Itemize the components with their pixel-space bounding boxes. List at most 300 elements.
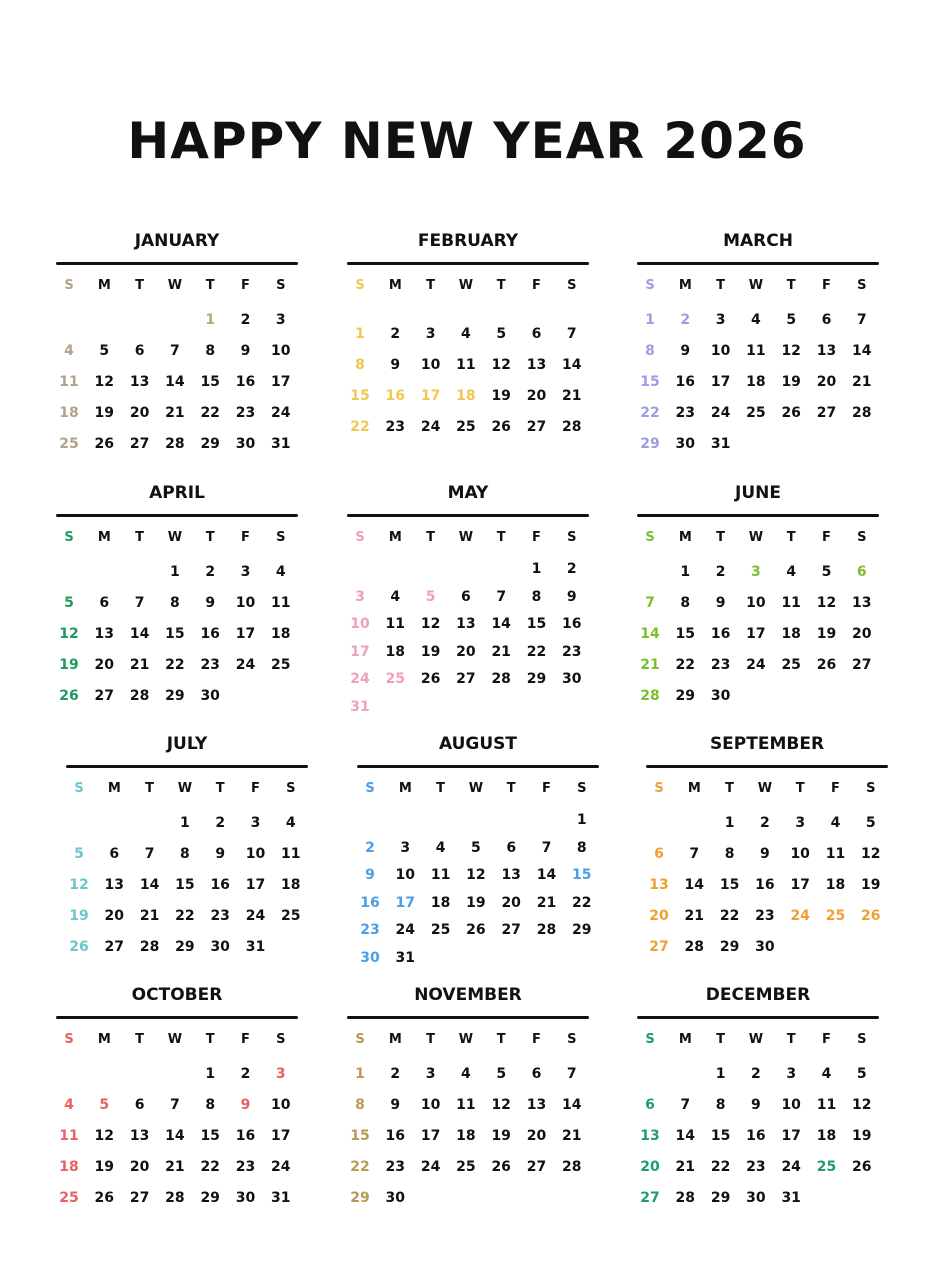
weekday-header: W [177,781,193,796]
day-cell: 28 [165,1190,185,1206]
day-cell: 5 [99,1097,110,1113]
weekday-header: T [795,781,805,796]
day-cell: 8 [355,1097,365,1113]
weekday-header: T [426,1032,436,1047]
day-cell: 15 [165,626,185,642]
weekday-header: W [167,1032,183,1047]
day-cell: 15 [710,1128,731,1144]
weekday-header: F [822,278,831,293]
day-cell: 26 [466,922,486,938]
day-cell: 27 [649,939,669,955]
day-cell: 11 [746,343,766,359]
day-cell: 21 [562,388,582,404]
weekday-header: T [506,781,516,796]
day-cell: 15 [675,626,696,642]
weekday-header: F [532,530,541,545]
day-cell: 18 [59,1159,79,1175]
day-cell: 10 [710,343,731,359]
weekday-header: T [725,781,735,796]
weekday-header: W [468,781,484,796]
day-cell: 19 [491,388,511,404]
page-title: HAPPY NEW YEAR 2026 [127,112,807,170]
day-cell: 9 [240,1097,251,1113]
day-cell: 21 [165,405,185,421]
day-cell: 3 [400,839,411,856]
day-cell: 11 [59,374,79,390]
weekday-header: S [567,278,577,293]
day-cell: 13 [649,877,669,893]
weekday-header: S [654,781,664,796]
day-cell: 27 [456,671,476,687]
day-cell: 30 [746,1190,766,1206]
month-name: MARCH [723,231,793,251]
day-cell: 4 [64,1097,74,1113]
day-cell: 29 [710,1190,731,1206]
day-cell: 9 [390,1097,401,1113]
day-cell: 26 [94,436,115,452]
day-cell: 13 [816,343,837,359]
day-cell: 10 [271,1097,291,1113]
day-cell: 29 [200,436,220,452]
day-cell: 24 [420,419,441,435]
weekday-header: S [645,1032,655,1047]
weekday-header: M [678,1032,692,1047]
day-cell: 24 [350,671,370,687]
weekday-header: F [532,278,541,293]
day-cell: 23 [675,405,696,421]
month-name: FEBRUARY [417,231,519,251]
day-cell: 16 [675,374,696,390]
day-cell: 2 [240,1066,251,1082]
day-cell: 22 [526,643,547,660]
day-cell: 28 [562,1159,582,1175]
day-cell: 6 [134,1097,145,1113]
day-cell: 29 [165,688,185,704]
day-cell: 8 [724,846,735,862]
month-divider [637,1016,879,1019]
day-cell: 17 [420,1128,441,1144]
day-cell: 22 [640,405,660,421]
month-divider [66,765,308,768]
weekday-header: W [167,278,183,293]
day-cell: 8 [576,839,587,856]
weekday-header: S [64,530,74,545]
day-cell: 26 [861,908,881,924]
day-cell: 7 [134,595,145,611]
day-cell: 28 [536,922,557,938]
day-cell: 7 [645,595,655,611]
month-divider [347,1016,589,1019]
day-cell: 23 [755,908,775,924]
day-cell: 8 [680,595,691,611]
month-january [56,231,298,471]
day-cell: 27 [129,436,150,452]
day-cell: 4 [275,564,286,580]
day-cell: 13 [501,867,521,883]
day-cell: 2 [205,564,216,580]
day-cell: 20 [456,643,476,660]
day-cell: 5 [821,564,832,580]
day-cell: 16 [562,616,582,632]
day-cell: 17 [790,877,810,893]
day-cell: 3 [275,1066,286,1082]
weekday-header: F [241,530,250,545]
day-cell: 26 [420,671,441,687]
day-cell: 27 [94,688,115,704]
day-cell: 5 [496,326,507,342]
day-cell: 20 [526,1128,547,1144]
day-cell: 26 [69,939,89,955]
day-cell: 4 [821,1066,832,1082]
day-cell: 30 [755,939,775,955]
day-cell: 1 [576,812,587,828]
weekday-header: M [678,530,692,545]
day-cell: 25 [746,405,766,421]
day-cell: 8 [180,846,190,862]
day-cell: 9 [760,846,770,862]
day-cell: 26 [491,419,511,435]
day-cell: 28 [562,419,582,435]
day-cell: 22 [200,1159,220,1175]
day-cell: 17 [781,1128,801,1144]
day-cell: 22 [350,1159,370,1175]
weekday-header: T [496,1032,506,1047]
weekday-header: W [458,530,474,545]
day-cell: 22 [710,1159,731,1175]
day-cell: 30 [235,436,256,452]
day-cell: 10 [271,343,291,359]
day-cell: 7 [496,588,507,605]
month-divider [646,765,888,768]
day-cell: 26 [491,1159,511,1175]
day-cell: 1 [205,312,216,328]
day-cell: 17 [235,626,256,642]
day-cell: 10 [790,846,810,862]
day-cell: 11 [456,1097,476,1113]
day-cell: 12 [466,867,486,883]
weekday-header: T [716,1032,726,1047]
day-cell: 30 [710,688,731,704]
month-divider [637,514,879,517]
day-cell: 6 [461,588,471,605]
day-cell: 16 [200,626,220,642]
day-cell: 3 [355,588,365,605]
month-name: APRIL [149,483,205,503]
day-cell: 9 [365,867,375,883]
month-august [357,734,599,974]
day-cell: 9 [215,846,226,862]
day-cell: 8 [170,595,180,611]
weekday-header: S [276,278,286,293]
day-cell: 19 [94,405,115,421]
day-cell: 20 [649,908,669,924]
day-cell: 17 [271,1128,291,1144]
day-cell: 23 [710,657,731,673]
day-cell: 14 [675,1128,696,1144]
day-cell: 31 [710,436,731,452]
day-cell: 24 [271,405,291,421]
day-cell: 23 [385,1159,406,1175]
day-cell: 2 [240,312,251,328]
day-cell: 25 [59,1190,79,1206]
day-cell: 13 [526,1097,547,1113]
day-cell: 13 [104,877,125,893]
day-cell: 28 [491,671,511,687]
day-cell: 21 [852,374,872,390]
weekday-header: T [496,530,506,545]
day-cell: 12 [816,595,837,611]
day-cell: 18 [746,374,766,390]
day-cell: 25 [271,657,291,673]
day-cell: 1 [531,561,542,577]
day-cell: 16 [360,894,380,911]
day-cell: 13 [640,1128,660,1144]
day-cell: 21 [129,657,150,673]
day-cell: 24 [420,1159,441,1175]
day-cell: 20 [129,1159,150,1175]
day-cell: 15 [200,374,220,390]
day-cell: 2 [715,564,726,580]
day-cell: 11 [825,846,846,862]
day-cell: 1 [680,564,691,580]
weekday-header: F [251,781,260,796]
month-name: OCTOBER [131,985,223,1005]
day-cell: 23 [746,1159,766,1175]
weekday-header: S [365,781,375,796]
day-cell: 1 [355,326,365,342]
day-cell: 29 [350,1190,370,1206]
day-cell: 16 [746,1128,766,1144]
day-cell: 31 [395,949,416,966]
day-cell: 20 [501,894,521,911]
month-name: MAY [447,483,489,503]
day-cell: 19 [816,626,837,642]
day-cell: 2 [751,1066,761,1082]
day-cell: 3 [795,815,806,831]
month-divider [637,262,879,265]
day-cell: 5 [496,1066,507,1082]
day-cell: 30 [675,436,696,452]
month-divider [56,262,298,265]
day-cell: 6 [856,564,867,580]
day-cell: 16 [210,877,230,893]
day-cell: 15 [200,1128,220,1144]
weekday-header: S [645,530,655,545]
day-cell: 22 [175,908,195,924]
day-cell: 14 [165,1128,185,1144]
weekday-header: M [97,1032,111,1047]
day-cell: 1 [724,815,735,831]
day-cell: 5 [471,839,481,856]
day-cell: 3 [425,326,436,342]
month-october [56,985,298,1225]
weekday-header: T [205,1032,215,1047]
day-cell: 8 [645,343,655,359]
day-cell: 5 [786,312,797,328]
day-cell: 21 [491,643,511,660]
day-cell: 13 [94,626,115,642]
weekday-header: S [645,278,655,293]
day-cell: 16 [385,1128,406,1144]
day-cell: 6 [134,343,145,359]
day-cell: 19 [466,894,486,911]
day-cell: 27 [640,1190,660,1206]
weekday-header: W [748,1032,764,1047]
day-cell: 8 [205,1097,216,1113]
day-cell: 4 [461,1066,471,1082]
day-cell: 18 [59,405,79,421]
day-cell: 15 [572,867,592,883]
day-cell: 5 [64,595,74,611]
day-cell: 24 [395,922,416,938]
weekday-header: T [145,781,155,796]
weekday-header: F [542,781,551,796]
day-cell: 3 [240,564,251,580]
month-name: NOVEMBER [414,985,522,1005]
day-cell: 3 [275,312,286,328]
day-cell: 6 [99,595,110,611]
weekday-header: S [355,530,365,545]
weekday-header: T [135,1032,145,1047]
day-cell: 1 [180,815,190,831]
month-april [56,483,298,723]
day-cell: 29 [572,922,592,938]
day-cell: 8 [715,1097,726,1113]
day-cell: 4 [435,839,446,856]
month-name: JUNE [735,483,781,503]
weekday-header: M [687,781,701,796]
day-cell: 10 [245,846,266,862]
day-cell: 10 [395,867,416,883]
day-cell: 7 [566,326,577,342]
day-cell: 5 [425,588,436,605]
day-cell: 28 [165,436,185,452]
weekday-header: S [857,530,867,545]
day-cell: 9 [205,595,216,611]
day-cell: 13 [456,616,476,632]
day-cell: 1 [170,564,180,580]
day-cell: 1 [355,1066,365,1082]
day-cell: 15 [526,616,547,632]
day-cell: 20 [129,405,150,421]
day-cell: 9 [240,343,251,359]
day-cell: 30 [562,671,582,687]
day-cell: 23 [562,643,582,660]
day-cell: 17 [271,374,291,390]
day-cell: 14 [684,877,705,893]
day-cell: 4 [830,815,841,831]
day-cell: 20 [104,908,125,924]
weekday-header: M [97,278,111,293]
day-cell: 22 [165,657,185,673]
day-cell: 17 [420,388,441,404]
day-cell: 26 [94,1190,115,1206]
day-cell: 18 [825,877,846,893]
day-cell: 16 [755,877,775,893]
day-cell: 7 [170,1097,180,1113]
day-cell: 1 [645,312,655,328]
day-cell: 6 [506,839,517,856]
weekday-header: T [786,530,796,545]
month-name: JANUARY [134,231,220,251]
day-cell: 15 [175,877,195,893]
weekday-header: T [786,278,796,293]
day-cell: 22 [200,405,220,421]
day-cell: 24 [245,908,266,924]
day-cell: 1 [205,1066,216,1082]
day-cell: 4 [461,326,471,342]
day-cell: 3 [786,1066,797,1082]
day-cell: 16 [385,388,406,404]
day-cell: 19 [69,908,89,924]
day-cell: 25 [781,657,801,673]
weekday-header: M [388,530,402,545]
day-cell: 19 [781,374,801,390]
weekday-header: S [286,781,296,796]
day-cell: 15 [719,877,740,893]
day-cell: 12 [69,877,89,893]
weekday-header: W [748,530,764,545]
day-cell: 18 [281,877,301,893]
month-divider [347,514,589,517]
day-cell: 2 [390,326,401,342]
day-cell: 20 [640,1159,660,1175]
day-cell: 21 [562,1128,582,1144]
day-cell: 5 [856,1066,867,1082]
day-cell: 17 [395,894,416,911]
day-cell: 27 [526,1159,547,1175]
day-cell: 10 [235,595,256,611]
day-cell: 9 [566,588,577,605]
day-cell: 17 [350,643,370,660]
day-cell: 2 [760,815,770,831]
day-cell: 22 [675,657,696,673]
day-cell: 10 [420,1097,441,1113]
day-cell: 13 [852,595,872,611]
day-cell: 13 [129,1128,150,1144]
day-cell: 12 [59,626,79,642]
day-cell: 5 [865,815,876,831]
day-cell: 2 [680,312,691,328]
day-cell: 11 [281,846,301,862]
day-cell: 23 [200,657,220,673]
day-cell: 18 [456,1128,476,1144]
day-cell: 4 [751,312,761,328]
day-cell: 19 [491,1128,511,1144]
weekday-header: M [388,278,402,293]
day-cell: 20 [94,657,115,673]
day-cell: 28 [129,688,150,704]
day-cell: 18 [271,626,291,642]
weekday-header: S [857,1032,867,1047]
day-cell: 23 [385,419,406,435]
day-cell: 17 [710,374,731,390]
day-cell: 24 [781,1159,801,1175]
weekday-header: T [716,278,726,293]
day-cell: 25 [281,908,301,924]
day-cell: 11 [816,1097,837,1113]
day-cell: 3 [250,815,261,831]
day-cell: 3 [715,312,726,328]
day-cell: 16 [235,374,256,390]
weekday-header: W [757,781,773,796]
day-cell: 7 [541,839,552,856]
day-cell: 15 [640,374,660,390]
month-june [637,483,879,723]
weekday-header: W [167,530,183,545]
day-cell: 23 [235,405,256,421]
weekday-header: S [64,278,74,293]
